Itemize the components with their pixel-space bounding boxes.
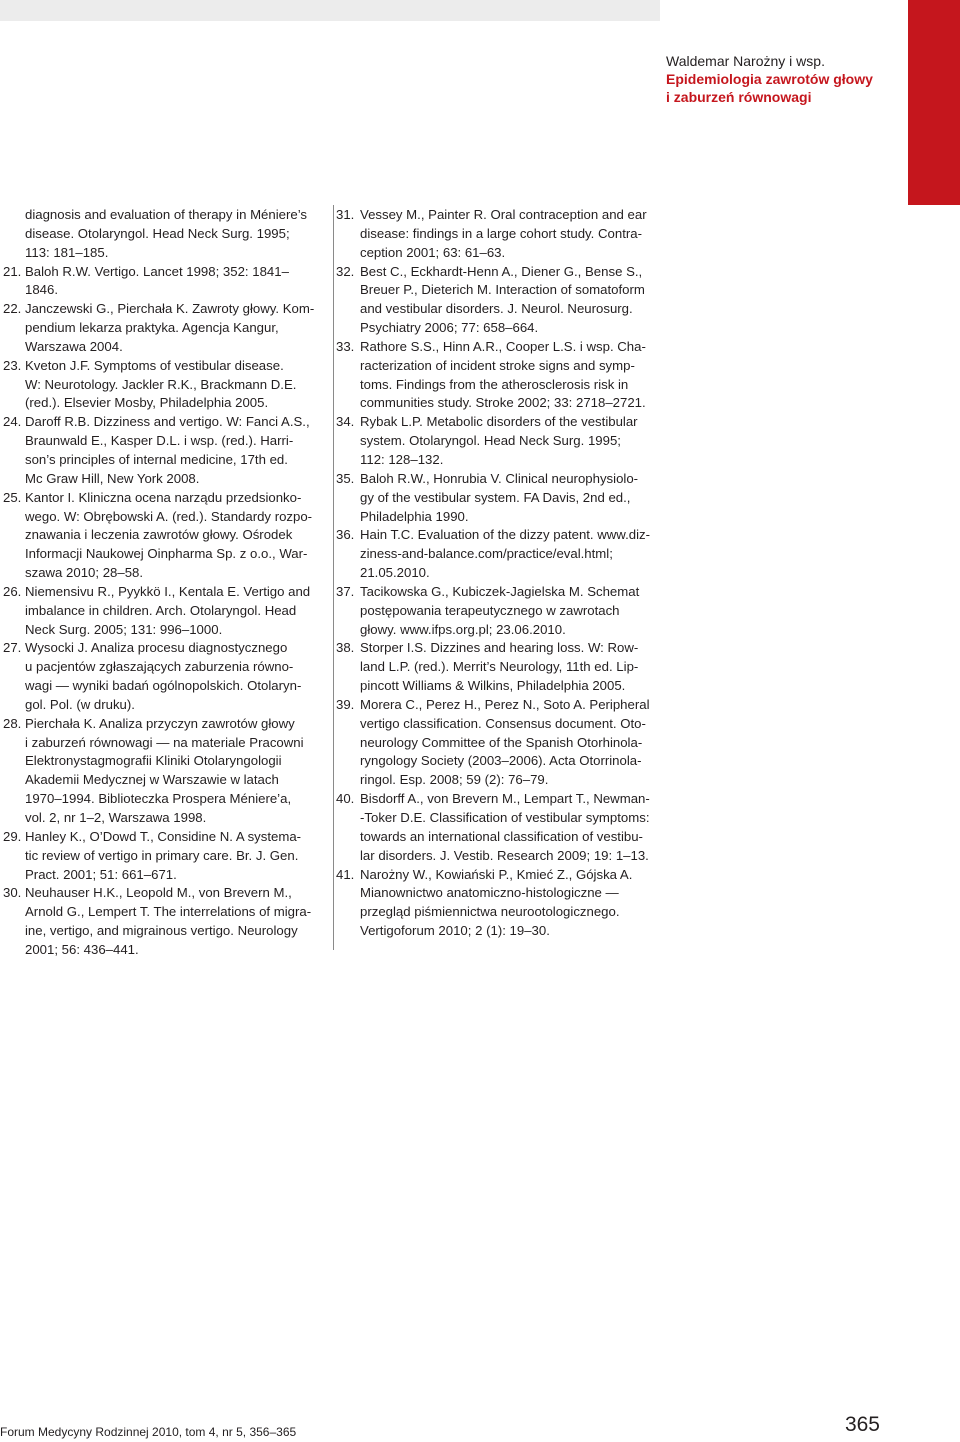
reference-text: Janczewski G., Pierchała K. Zawroty głowy. Kom- pendium lekarza praktyka. Agencja Kangur, Warszawa 2004. <box>25 301 315 354</box>
reference-text: Morera C., Perez H., Perez N., Soto A. Peripheral vertigo classification. Consensus document. Oto- neurology Committee of the Spanish Otorhinola- ryngology Society (2003–2006). Acta Otorrinola- ringol. Esp. 2008; 59 (2): 76–79. <box>360 696 650 788</box>
reference-item <box>336 263 654 338</box>
reference-item <box>336 338 654 413</box>
reference-item <box>3 489 316 583</box>
reference-number: 27. <box>3 640 22 656</box>
reference-number: 23. <box>3 357 22 373</box>
reference-text: Bisdorff A., von Brevern M., Lempart T., Newman- -Toker D.E. Classification of vestibular symptoms: towards an international classification of vestibu- lar disorders. J. Vestib. Research 2009; 19: 1–13. <box>360 791 650 863</box>
reference-text: Pierchała K. Analiza przyczyn zawrotów głowy i zaburzeń równowagi — na materiale Pracowni Elektronystagmografii Kliniki Otolaryngologii Akademii Medycznej w Warszawie w latach 1970–1994. Biblioteczka Prospera Méniere’a, vol. 2, nr 1–2, Warszawa 1998. <box>25 715 304 825</box>
header-title-line-1: Epidemiologia zawrotów głowy <box>666 71 873 87</box>
reference-item <box>336 866 654 941</box>
reference-item <box>336 470 654 527</box>
reference-text: Storper I.S. Dizzines and hearing loss. W: Row- land L.P. (red.). Merrit’s Neurology, 11th ed. Lip- pincott Williams & Wilkins, Philadelphia 2005. <box>360 640 639 694</box>
reference-number: 37. <box>336 583 355 599</box>
reference-text: Hain T.C. Evaluation of the dizzy patent. www.diz- ziness-and-balance.com/practice/eval.html; 21.05.2010. <box>360 527 651 581</box>
reference-item <box>3 828 316 885</box>
reference-text: Niemensivu R., Pyykkö I., Kentala E. Vertigo and imbalance in children. Arch. Otolaryngol. Head Neck Surg. 2005; 131: 996–1000. <box>25 583 311 637</box>
reference-text: Tacikowska G., Kubiczek-Jagielska M. Schemat postępowania terapeutycznego w zawrotach głowy. www.ifps.org.pl; 23.06.2010. <box>360 583 640 637</box>
reference-text: Best C., Eckhardt-Henn A., Diener G., Bense S., Breuer P., Dieterich M. Interaction of somatoform and vestibular disorders. J. Neurol. Neurosurg. Psychiatry 2006; 77: 658–664. <box>360 263 645 336</box>
header-title-line-2: i zaburzeń równowagi <box>666 89 812 105</box>
reference-text: Kveton J.F. Symptoms of vestibular disease. W: Neurotology. Jackler R.K., Brackmann D.E. (red.). Elsevier Mosby, Philadelphia 2005. <box>25 357 297 411</box>
reference-number: 32. <box>336 263 355 279</box>
reference-number: 29. <box>3 828 22 844</box>
reference-item <box>336 583 654 640</box>
reference-text: diagnosis and evaluation of therapy in Méniere’s disease. Otolaryngol. Head Neck Surg. 1995; 113: 181–185. <box>25 207 308 260</box>
reference-number: 40. <box>336 791 355 807</box>
reference-number: 36. <box>336 527 355 543</box>
reference-number: 24. <box>3 414 22 430</box>
reference-item <box>3 206 316 263</box>
reference-text: Kantor I. Kliniczna ocena narządu przedsionko- wego. W: Obrębowski A. (red.). Standardy rozpo- znawania i leczenia zawrotów głowy. Ośrodek Informacji Naukowej Oinpharma Sp. z o.o., War- szawa 2010; 28–58. <box>25 489 313 581</box>
reference-item <box>3 357 316 414</box>
reference-text: Baloh R.W., Honrubia V. Clinical neurophysiolo- gy of the vestibular system. FA Davis, 2nd ed., Philadelphia 1990. <box>360 470 639 524</box>
reference-number <box>3 206 25 263</box>
running-header <box>666 52 906 106</box>
reference-number: 33. <box>336 338 355 354</box>
reference-item <box>3 583 316 640</box>
reference-number: 38. <box>336 640 355 656</box>
reference-item <box>336 206 654 263</box>
reference-number: 31. <box>336 207 355 222</box>
reference-text: Daroff R.B. Dizziness and vertigo. W: Fanci A.S., Braunwald E., Kasper D.L. i wsp. (red.). Harri- son’s principles of internal medicine, 17th ed. Mc Graw Hill, New York 2008. <box>25 414 310 486</box>
reference-item <box>336 639 654 696</box>
page-number: 365 <box>844 1413 880 1436</box>
reference-item <box>336 790 654 865</box>
references-right-column <box>336 206 654 941</box>
reference-text: Rathore S.S., Hinn A.R., Cooper L.S. i wsp. Cha- racterization of incident stroke signs and symp- toms. Findings from the atherosclerosis risk in communities study. Stroke 2002; 33: 2718–2721. <box>360 338 646 411</box>
red-corner-block <box>908 0 960 205</box>
reference-item <box>3 300 316 357</box>
reference-text: Neuhauser H.K., Leopold M., von Brevern M., Arnold G., Lempert T. The interrelations of migra- ine, vertigo, and migrainous vertigo. Neurology 2001; 56: 436–441. <box>25 885 312 957</box>
reference-item <box>3 639 316 714</box>
reference-text: Baloh R.W. Vertigo. Lancet 1998; 352: 1841–1846. <box>25 263 289 298</box>
reference-number: 28. <box>3 715 22 731</box>
top-gray-bar <box>0 0 660 21</box>
reference-number: 25. <box>3 489 22 505</box>
reference-item <box>336 526 654 583</box>
reference-number: 26. <box>3 583 22 599</box>
reference-number: 35. <box>336 470 355 486</box>
reference-item <box>336 413 654 470</box>
reference-item <box>3 884 316 959</box>
reference-item <box>3 413 316 488</box>
reference-item <box>3 263 316 301</box>
reference-text: Rybak L.P. Metabolic disorders of the vestibular system. Otolaryngol. Head Neck Surg. 1995; 112: 128–132. <box>360 414 638 467</box>
reference-number: 41. <box>336 866 355 882</box>
reference-number: 30. <box>3 885 22 901</box>
reference-text: Hanley K., O’Dowd T., Considine N. A systema- tic review of vertigo in primary care. Br. J. Gen. Pract. 2001; 51: 661–671. <box>25 828 302 882</box>
reference-text: Vessey M., Painter R. Oral contraception and ear disease: findings in a large cohort study. Contra- ception 2001; 63: 61–63. <box>360 207 647 260</box>
references-left-column <box>3 206 316 960</box>
reference-text: Narożny W., Kowiański P., Kmieć Z., Gójska A. Mianownictwo anatomiczno-histologiczne — przegląd piśmiennictwa neurootologicznego. Vertigoforum 2010; 2 (1): 19–30. <box>360 866 633 939</box>
reference-item <box>336 696 654 790</box>
reference-number: 22. <box>3 301 22 317</box>
reference-number: 21. <box>3 263 22 279</box>
footer-journal: Forum Medycyny Rodzinnej 2010, tom 4, nr 5, 356–365 <box>0 1425 297 1439</box>
column-divider <box>333 205 334 950</box>
reference-number: 39. <box>336 696 355 712</box>
header-authors: Waldemar Narożny i wsp. <box>666 53 825 69</box>
reference-number: 34. <box>336 414 355 430</box>
reference-text: Wysocki J. Analiza procesu diagnostycznego u pacjentów zgłaszających zaburzenia równo- wagi — wyniki badań ogólnopolskich. Otolaryn- gol. Pol. (w druku). <box>25 640 302 712</box>
reference-item <box>3 715 316 828</box>
